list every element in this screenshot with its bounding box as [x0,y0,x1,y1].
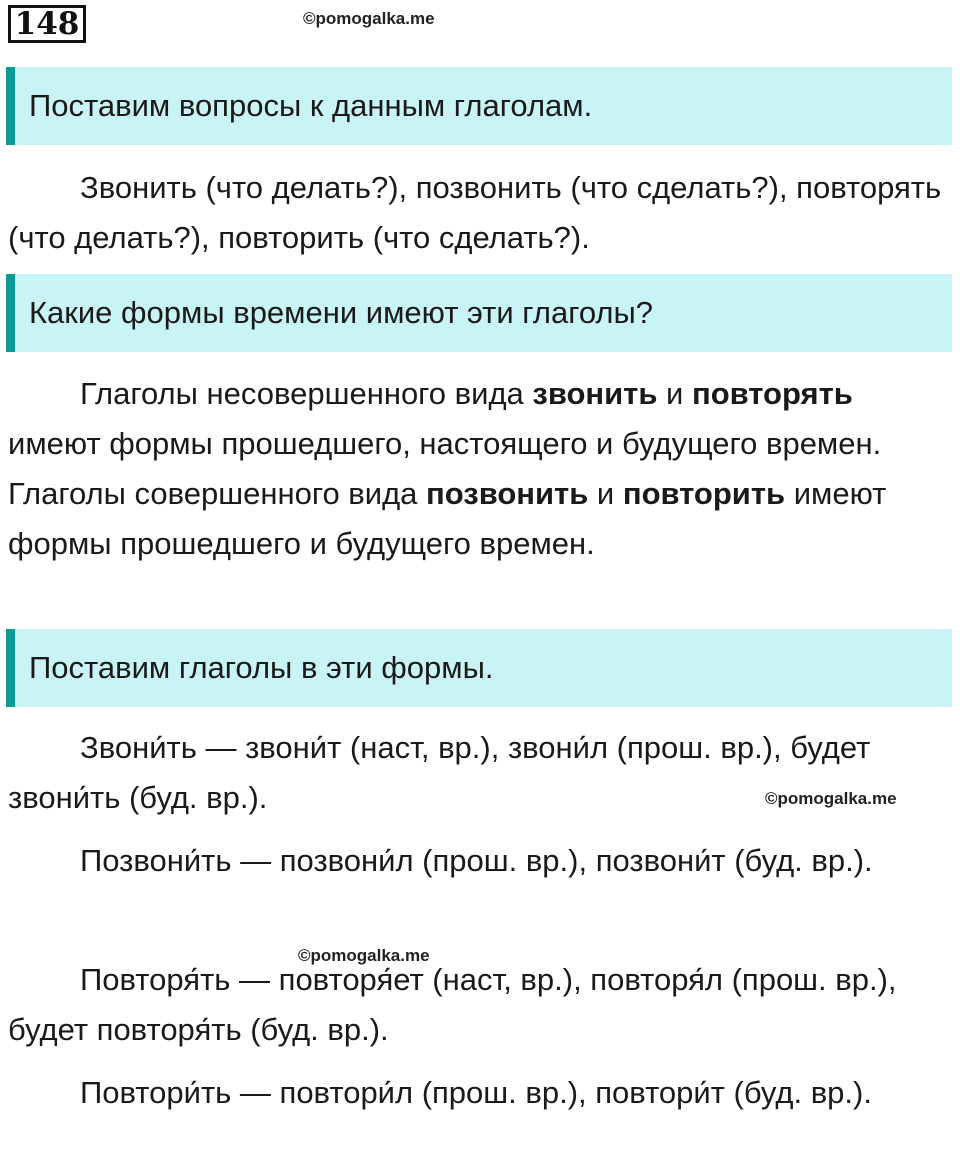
watermark-top: ©pomogalka.me [303,9,435,28]
questions-paragraph: Звонить (что делать?), позвонить (что сделать?), повторять (что делать?), повторить (что сделать?). [8,170,942,255]
tense-forms-paragraph [8,369,948,569]
text-run: Глаголы несовершенного вида [80,376,533,411]
verb-forms-line-zvonit: Звони́ть — звони́т (наст, вр.), звони́л (прош. вр.), будет звони́ть (буд. вр.). [8,730,871,815]
heading-text: Поставим глаголы в эти формы. [29,650,494,685]
text-run: имеют формы прошедшего и будущего времен. [8,476,887,561]
text-run: имеют формы прошедшего, настоящего и будущего времен. Глаголы совершенного вида [8,426,882,511]
section-heading-put-in-forms [6,629,952,707]
verb-forms-line-pozvonit: Позвони́ть — позвони́л (прош. вр.), позвони́т (буд. вр.). [80,843,873,878]
text-run: и [588,476,623,511]
heading-text: Поставим вопросы к данным глаголам. [29,88,593,123]
watermark-middle: ©pomogalka.me [765,789,897,808]
bold-verb-povtoryat: повторять [691,376,853,411]
bold-verb-pozvonit: позвонить [426,476,589,511]
bold-verb-povtorit: повторить [622,476,786,511]
verb-forms-line-povtorit: Повтори́ть — повтори́л (прош. вр.), повтори́т (буд. вр.). [80,1075,872,1110]
watermark-lower: ©pomogalka.me [298,946,430,965]
exercise-number: 148 [8,5,86,43]
heading-text: Какие формы времени имеют эти глаголы? [29,295,654,330]
verb-forms-line-povtoryat: Повторя́ть — повторя́ет (наст, вр.), повторя́л (прош. вр.), будет повторя́ть (буд. вр.). [8,962,897,1047]
text-run: и [657,376,692,411]
bold-verb-zvonit: звонить [532,376,658,411]
section-heading-questions [6,67,952,145]
section-heading-tense-forms [6,274,952,352]
